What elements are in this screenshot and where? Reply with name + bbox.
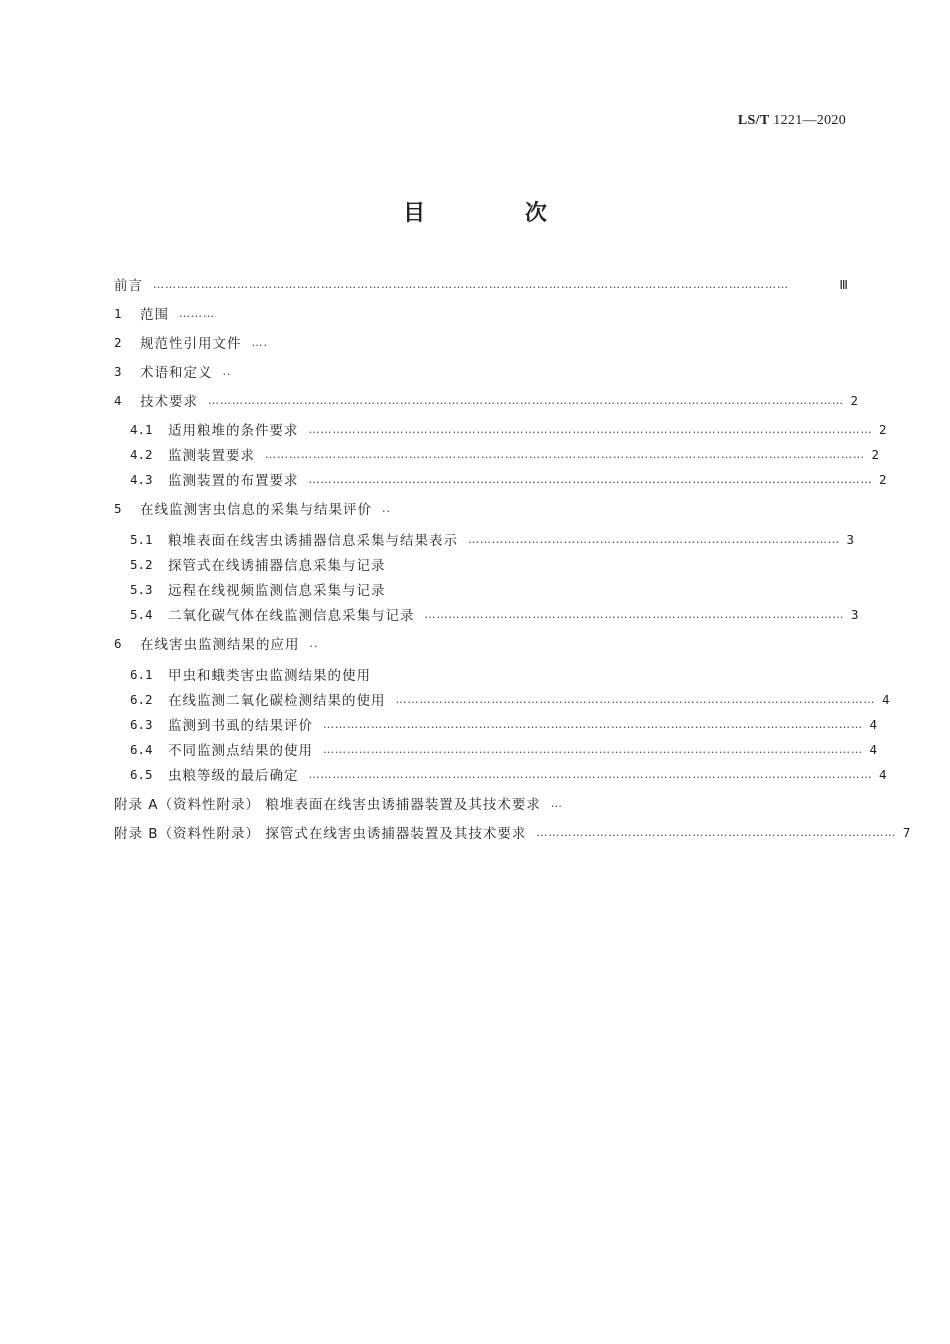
toc-number: 6.5 bbox=[130, 766, 153, 782]
standard-number: 1221—2020 bbox=[773, 113, 846, 128]
toc-page: 2 bbox=[878, 471, 887, 487]
toc-entry-foreword[interactable] bbox=[114, 273, 848, 295]
toc-label: 监测到书虱的结果评价 bbox=[168, 718, 313, 734]
toc-entry-1[interactable] bbox=[114, 302, 848, 324]
toc-label: 技术要求 bbox=[140, 394, 198, 410]
toc-label: 附录 B（资料性附录） 探管式在线害虫诱捕器装置及其技术要求 bbox=[114, 826, 527, 842]
toc-entry-4-3[interactable] bbox=[130, 468, 887, 490]
toc-entry-5-4[interactable] bbox=[130, 603, 859, 625]
toc-page: Ⅲ bbox=[839, 276, 848, 292]
toc-page: 4 bbox=[869, 741, 877, 757]
toc-entry-6[interactable] bbox=[114, 632, 848, 654]
toc-entry-5[interactable] bbox=[114, 497, 848, 519]
toc-label: 不同监测点结果的使用 bbox=[168, 743, 313, 759]
toc-entry-6-5[interactable] bbox=[130, 763, 887, 785]
toc-label: 监测装置的布置要求 bbox=[168, 473, 299, 489]
toc-label: 在线害虫监测结果的应用 bbox=[140, 637, 300, 653]
toc-leader: …………………………………………………………………………………………………………………………… bbox=[308, 422, 873, 436]
toc-number: 4.1 bbox=[130, 421, 153, 437]
toc-entry-4-1[interactable] bbox=[130, 418, 887, 440]
toc-number: 5.1 bbox=[130, 531, 153, 547]
toc-entry-4[interactable] bbox=[114, 389, 858, 411]
toc-leader: ………………………………………………………………………………………………………… bbox=[395, 692, 876, 706]
toc-entry-3[interactable] bbox=[114, 360, 848, 382]
toc-number: 5.4 bbox=[130, 606, 153, 622]
toc-number: 5.2 bbox=[130, 556, 153, 572]
toc-number: 5 bbox=[114, 500, 122, 516]
toc-page: 4 bbox=[869, 716, 877, 732]
toc-entry-6-3[interactable] bbox=[130, 713, 877, 735]
standard-code bbox=[738, 113, 846, 129]
toc-label: 二氧化碳气体在线监测信息采集与记录 bbox=[168, 608, 415, 624]
standard-prefix: LS/T bbox=[737, 113, 770, 128]
toc-number: 4.2 bbox=[130, 446, 153, 462]
toc-page: 4 bbox=[878, 766, 887, 782]
toc-page: 2 bbox=[871, 446, 879, 462]
toc-leader: .. bbox=[309, 636, 319, 650]
toc-number: 6.2 bbox=[130, 691, 153, 707]
toc-label: 监测装置要求 bbox=[168, 448, 255, 464]
toc-page: 2 bbox=[850, 392, 858, 408]
toc-number: 1 bbox=[114, 305, 122, 321]
toc-entry-6-2[interactable] bbox=[130, 688, 890, 710]
page-title: 目 次 bbox=[403, 201, 593, 226]
toc-leader: …………………………………………………………………………………………………………………………… bbox=[308, 472, 873, 486]
toc-label: 远程在线视频监测信息采集与记录 bbox=[168, 583, 386, 599]
toc-number: 5.3 bbox=[130, 581, 153, 597]
toc-page: 3 bbox=[850, 606, 859, 622]
toc-leader: … bbox=[550, 796, 563, 810]
toc-entry-2[interactable] bbox=[114, 331, 848, 353]
toc-label: 适用粮堆的条件要求 bbox=[168, 423, 299, 439]
toc-leader: ……………………………………………………………………………………………………………………… bbox=[323, 742, 863, 756]
toc-leader: ……………………………………………………………………………… bbox=[536, 825, 897, 839]
toc-label: 甲虫和蛾类害虫监测结果的使用 bbox=[168, 668, 371, 684]
toc-leader: ………………………………………………………………………………… bbox=[468, 532, 840, 546]
toc-page: 7 bbox=[902, 824, 911, 840]
toc-entry-6-4[interactable] bbox=[130, 738, 877, 760]
toc-entry-5-2[interactable] bbox=[130, 553, 848, 575]
toc-entry-appendix-b[interactable] bbox=[114, 821, 911, 843]
toc-entry-6-1[interactable] bbox=[130, 663, 848, 685]
toc-number: 6.3 bbox=[130, 716, 153, 732]
toc-label: 探管式在线诱捕器信息采集与记录 bbox=[168, 558, 386, 574]
toc-label: 在线监测害虫信息的采集与结果评价 bbox=[140, 502, 372, 518]
toc-number: 4.3 bbox=[130, 471, 153, 487]
toc-leader: …………………………………………………………………………………………………………………………………………… bbox=[153, 277, 789, 291]
toc-leader: ……………………………………………………………………………………………………………………… bbox=[323, 717, 863, 731]
toc-number: 6.4 bbox=[130, 741, 153, 757]
toc-page: 3 bbox=[846, 531, 854, 547]
toc-leader: …………………………………………………………………………………………………………………………………………… bbox=[208, 393, 844, 407]
toc-number: 3 bbox=[114, 363, 122, 379]
toc-label: 前言 bbox=[114, 278, 143, 294]
toc-label: 虫粮等级的最后确定 bbox=[168, 768, 299, 784]
toc-label: 附录 A（资料性附录） 粮堆表面在线害虫诱捕器装置及其技术要求 bbox=[114, 797, 541, 813]
toc-label: 规范性引用文件 bbox=[140, 336, 242, 352]
toc-leader: .. bbox=[222, 364, 232, 378]
toc-number: 6.1 bbox=[130, 666, 153, 682]
toc-leader: …………………………………………………………………………………………… bbox=[424, 607, 845, 621]
toc-label: 范围 bbox=[140, 307, 169, 323]
toc-leader: …. bbox=[251, 335, 268, 349]
toc-label: 术语和定义 bbox=[140, 365, 213, 381]
toc-leader: ……… bbox=[179, 306, 215, 320]
toc-label: 粮堆表面在线害虫诱捕器信息采集与结果表示 bbox=[168, 533, 458, 549]
toc-number: 4 bbox=[114, 392, 122, 408]
toc-leader: .. bbox=[382, 501, 391, 515]
toc-entry-4-2[interactable] bbox=[130, 443, 879, 465]
toc-page: 4 bbox=[881, 691, 890, 707]
toc-leader: …………………………………………………………………………………………………………………………… bbox=[308, 767, 873, 781]
toc-leader: …………………………………………………………………………………………………………………………………… bbox=[265, 447, 865, 461]
toc-page: 2 bbox=[878, 421, 887, 437]
toc-entry-5-3[interactable] bbox=[130, 578, 848, 600]
toc-number: 6 bbox=[114, 635, 122, 651]
toc-label: 在线监测二氧化碳检测结果的使用 bbox=[168, 693, 386, 709]
toc-number: 2 bbox=[114, 334, 122, 350]
toc-entry-5-1[interactable] bbox=[130, 528, 854, 550]
toc-entry-appendix-a[interactable] bbox=[114, 792, 848, 814]
